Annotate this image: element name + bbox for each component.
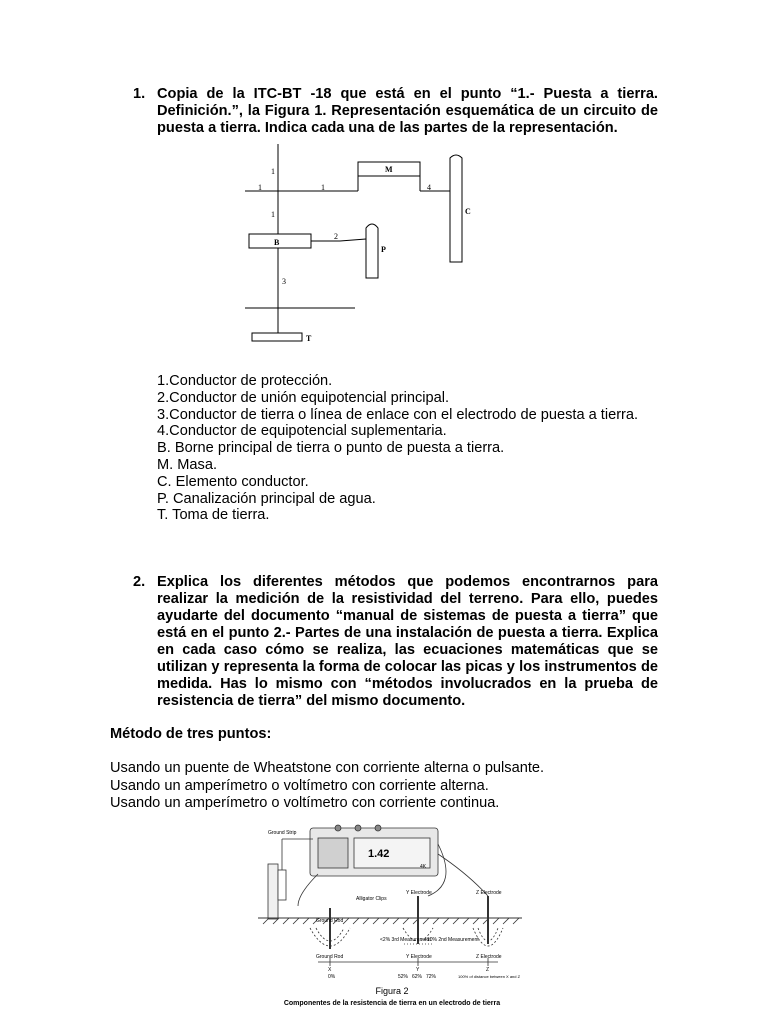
- method-line: Usando un amperímetro o voltímetro con corriente alterna.: [110, 777, 489, 794]
- question-2: [110, 574, 658, 710]
- method-line: Usando un puente de Wheatstone con corriente alterna o pulsante.: [110, 760, 545, 776]
- list-item: P. Canalización principal de agua.: [157, 490, 376, 507]
- axis-label-y-electrode: Y Electrode: [406, 954, 432, 960]
- axis-label-ground-rod: Ground Rod: [316, 954, 344, 960]
- method-line: Usando un amperímetro o voltímetro con corriente continua.: [110, 795, 500, 811]
- axis-label-z-electrode: Z Electrode: [476, 954, 502, 960]
- figure-2-caption-text: Componentes de la resistencia de tierra en un electrodo de tierra: [283, 1000, 501, 1007]
- figure-1-label-1a: 1: [271, 167, 275, 176]
- axis-pct-100: 100% of distance between X and Z: [458, 974, 521, 979]
- figure-1-label-P: P: [381, 245, 386, 254]
- figure-1-label-T: T: [306, 334, 312, 343]
- figure-1-label-C: C: [465, 207, 471, 216]
- figure-1-label-1d: 1: [271, 210, 275, 219]
- figure-1-label-4: 4: [427, 183, 431, 192]
- list-item: B. Borne principal de tierra o punto de puesta a tierra.: [157, 440, 505, 457]
- label-z-electrode: Z Electrode: [476, 890, 502, 896]
- list-item: 2.Conductor de unión equipotencial principal.: [157, 389, 450, 406]
- axis-pct-52: 52%: [398, 974, 409, 980]
- figure-2-caption-title: Figura 2: [375, 986, 409, 996]
- label-measure-high: +10% 2nd Measurement: [424, 937, 479, 943]
- label-measure-low: <2% 3rd Measurement: [380, 937, 431, 943]
- question-2-text: Explica los diferentes métodos que podemos encontrarnos para realizar la medición de la resistividad del terreno. Para ello, puedes ayudarte del documento “manual de sistemas de puesta a tierra” que está en el punto 2.- Partes de una instalación de puesta a tierra. Explica en cada caso cómo se realiza, las ecuaciones matemáticas que se utilizan y representa la forma de colocar las picas y los instrumentos de medida. Has lo mismo con “métodos involucrados en la prueba de resistencia de tierra” del mismo documento.: [157, 574, 658, 709]
- figure-1-label-M: M: [385, 165, 393, 174]
- question-1-text: Copia de la ITC-BT -18 que está en el punto “1.- Puesta a tierra. Definición.”, la Figura 1. Representación esquemática de un circuito de puesta a tierra. Indica cada una de las partes de la representación.: [157, 86, 658, 136]
- list-item: 4.Conductor de equipotencial suplementaria.: [157, 423, 447, 440]
- question-2-number: 2.: [133, 574, 146, 590]
- figure-1-label-2: 2: [334, 232, 338, 241]
- meter-model: 4K: [420, 864, 427, 870]
- figure-1-label-B: B: [274, 238, 280, 247]
- list-item: 1.Conductor de protección.: [157, 373, 333, 389]
- figure-2-three-point-diagram: [258, 824, 522, 1014]
- axis-pct-62: 62%: [412, 974, 423, 980]
- meter-display: 1.42: [368, 848, 390, 860]
- axis-label-y: Y: [416, 967, 420, 973]
- axis-label-x: X: [328, 967, 332, 973]
- question-1: [110, 86, 658, 137]
- label-alligator-clips: Alligator Clips: [356, 896, 387, 902]
- method-heading: Método de tres puntos:: [110, 726, 272, 742]
- figure-1-label-3: 3: [282, 277, 286, 286]
- figure-1-schematic: [240, 140, 480, 350]
- list-item: C. Elemento conductor.: [157, 473, 309, 490]
- label-y-electrode: Y Electrode: [406, 890, 432, 896]
- list-item: T. Toma de tierra.: [157, 507, 270, 524]
- list-item: 3.Conductor de tierra o línea de enlace con el electrodo de puesta a tierra.: [157, 406, 639, 423]
- list-item: M. Masa.: [157, 456, 218, 473]
- axis-pct-72: 72%: [426, 974, 437, 980]
- figure-1-label-1b: 1: [258, 183, 262, 192]
- parts-list: [157, 373, 658, 524]
- question-1-number: 1.: [133, 86, 146, 102]
- figure-1-label-1c: 1: [321, 183, 325, 192]
- axis-pct-0: 0%: [328, 974, 336, 980]
- method-lines: [110, 760, 544, 813]
- axis-label-z: Z: [486, 967, 490, 973]
- label-ground-strip: Ground Strip: [268, 830, 297, 836]
- label-ground-rod: Ground Rod: [316, 918, 344, 924]
